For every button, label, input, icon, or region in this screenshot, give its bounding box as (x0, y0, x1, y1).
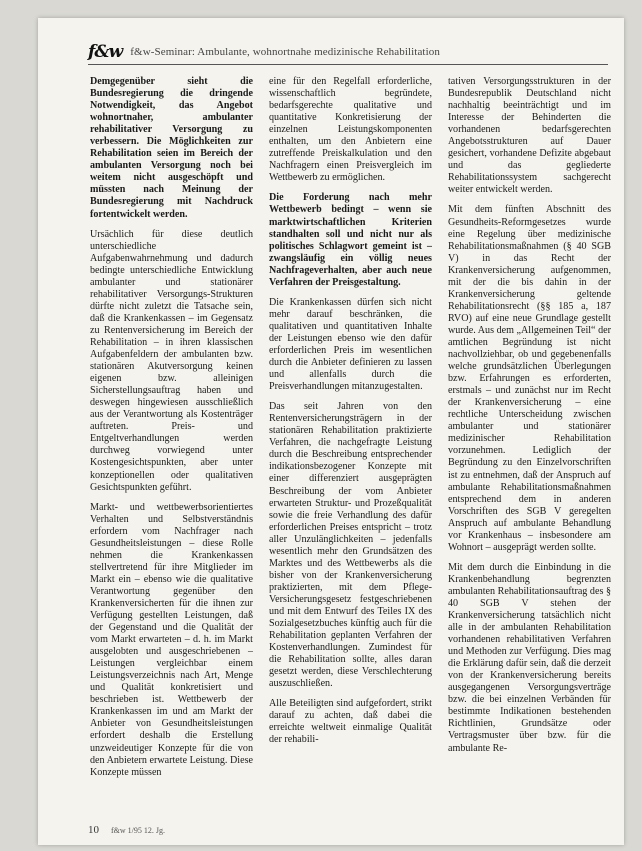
running-title: f&w-Seminar: Ambulante, wohnortnahe medizinische Rehabilitation (130, 46, 440, 58)
column-1 (90, 76, 253, 821)
paragraph: Ursächlich für diese deutlich unterschiedliche Aufgabenwahrnehmung und dadurch bedingte unterschiedliche Entwicklung ambulanter und stationärer rehabilitativer Versorgungs-Strukturen dürfte nicht zuletzt die Tatsache sein, daß die Krankenkassen – im Gegensatz zu Rentenversicherung im Bereich der Rehabilitation – in ihren klassischen Aufgabenfeldern der ambulanten bzw. stationären Akutversorgung keinen eigenen bzw. alleinigen Sicherstellungsauftrag haben und deswegen hingewiesen ausschließlich aus der Verantwortung als Kostenträger auftreten. Preis- und Entgeltverhandlungen werden durchweg vorwiegend unter Kostengesichtspunkten, aber unter konzeptionellen oder qualitativen Gesichtspunkten geführt. (90, 228, 253, 493)
paragraph: Demgegenüber sieht die Bundesregierung die dringende Notwendigkeit, das Angebot wohnortnaher, ambulanter rehabilitativer Versorgung zu verbessern. Die Möglichkeiten zur Rehabilitation seien im Bereich der ambulanten Versorgung noch bei weitem nicht ausgeschöpft und müssten nach Meinung der Bundesregierung mit Nachdruck fortentwickelt werden. (90, 76, 253, 220)
issue-info: f&w 1/95 12. Jg. (111, 826, 165, 835)
document-page (38, 18, 624, 845)
text-columns (90, 76, 612, 821)
page-footer (88, 824, 608, 838)
paragraph: Mit dem fünften Abschnitt des Gesundheits-Reformgesetzes wurde eine Regelung über medizinische Rehabilitationsmaßnahmen (§ 40 SGB V) in das Recht der Krankenversicherung aufgenommen, mit der die bis dahin in der Krankenversicherung geltende Rehabilitationsrecht (§§ 185 a, 187 RVO) auf eine neue Grundlage gestellt wurde. Aus dem „Allgemeinen Teil“ der amtlichen Begründung ist nicht nachvollziehbar, ob und gegebenenfalls welche grundsätzlichen Überlegungen bzw. Erfahrungen es erforderten, erstmals – und zunächst nur im Recht der Krankenversicherung – eine rechtliche Unterscheidung zwischen ambulanter und stationärer medizinischer Rehabilitation vorzunehmen. Lediglich der Begründung zu den Einzelvorschriften ist zu entnehmen, daß der Anspruch auf ambulante Rehabilitationsmaßnahmen entsprechend dem in anderen Vorschriften des SGB V geregelten Anspruch auf ambulante Behandlung vor Krankenhaus – insbesondere am Wohnort – ausgeprägt werden sollte. (448, 204, 611, 553)
paragraph: Mit dem durch die Einbindung in die Krankenbehandlung begrenzten ambulanten Rehabilitationsauftrag des § 40 SGB V stehen der Krankenversicherung tatsächlich nicht alle in der ambulanten Rehabilitation vorhandenen rehabilitativen Verfahren und Methoden zur Verfügung. Dies mag die Erklärung dafür sein, daß die derzeit von der Krankenversicherung bereits ausgegangenen Versorgungsverträge bzw. die bei einzelnen Verbänden für bestimmte Indikationen bestehenden Richtlinien, Grundsätze oder Vertragsmuster über bzw. für die ambulante Re- (448, 561, 611, 754)
journal-logo: f&w (88, 42, 123, 62)
paragraph: Das seit Jahren von den Rentenversicherungsträgern in der stationären Rehabilitation praktizierte Verfahren, die nachgefragte Leistung durch die Beschreibung entsprechender indikationsbezogener Konzepte mit einer differenziert ausgeprägten Beschreibung der vom Anbieter erwarteten Struktur- und Prozeßqualität sowie die freie Verhandlung des dafür erforderlichen Preises entspricht – trotz aller Unzulänglichkeiten – jedenfalls wesentlich mehr den Grundsätzen des Marktes und des Wettbewerbs als die bisher von der Krankenversicherung praktizierten, mit dem Pflege-Versicherungsgesetz festgeschriebenen und mit dem Entwurf des Teiles IX des Sozialgesetzbuches künftig auch für die Rehabilitation geplanten Verfahren der Kostenverhandlungen. Zumindest für die Rehabilitation sollte, alles daran gesetzt werden, diese Verschlechterung auszuschließen. (269, 401, 432, 690)
paragraph: Alle Beteiligten sind aufgefordert, strikt darauf zu achten, daß dabei die erreichte weltweit einmalige Qualität der rehabili- (269, 698, 432, 746)
paragraph: tativen Versorgungsstrukturen in der Bundesrepublik Deutschland nicht nachhaltig beeinträchtigt und im Interesse der Behinderten die vorhandenen bedarfsgerechten Angebotsstrukturen auf Dauer gesichert, vorhandene Defizite abgebaut und das gegliederte Rehabilitationssystem sachgerecht weiter entwickelt werden. (448, 76, 611, 196)
paragraph: Die Forderung nach mehr Wettbewerb bedingt – wenn sie marktwirtschaftlichen Kriterien standhalten soll und nicht nur als politisches Schlagwort gemeint ist – zwangsläufig ein völlig neues Nachfrageverhalten, aber auch neue Verfahren der Preisgestaltung. (269, 192, 432, 288)
column-3 (448, 76, 611, 821)
page-number: 10 (88, 824, 99, 836)
paragraph: Die Krankenkassen dürfen sich nicht mehr darauf beschränken, die qualitativen und quantitativen Inhalte der Leistungen ebenso wie den dafür erforderlichen Preis im wesentlichen durch die Anbieter definieren zu lassen und allenfalls durch die Preisverhandlungen mitanzugestalten. (269, 296, 432, 393)
running-header (88, 40, 608, 65)
paragraph: eine für den Regelfall erforderliche, wissenschaftlich begründete, bedarfsgerechte qualitative und quantitative Konkretisierung der einzelnen Leistungskomponenten enthalten, um den Anbietern eine zutreffende Preiskalkulation und den Nachfragern einen Preisvergleich im Wettbewerb zu ermöglichen. (269, 76, 432, 184)
column-2 (269, 76, 432, 821)
paragraph: Markt- und wettbewerbsorientiertes Verhalten und Selbstverständnis erfordern vom Nachfrager nach Gesundheitsleistungen – diese Rolle nehmen die Krankenkassen stellvertretend für ihre Mitglieder im Markt ein – ebenso wie die qualitative Verantwortung gegenüber den Krankenversicherten für die ihnen zur Verfügung gestellten Leistungen, daß der Gegenstand und die Qualität der vom Markt erwarteten – d. h. im Markt ausgelobten und ausgeschriebenen – Leistungen vergleichbar einem Leistungsverzeichnis nach Art, Menge und Qualität konkretisiert und beschrieben ist. Wettbewerb der Krankenkassen im und am Markt der Anbieter von Gesundheitsleistungen erfordert deshalb die Erstellung unzweideutiger Konzepte für die von den Anbietern erwartete Leistung. Diese Konzepte müssen (90, 501, 253, 778)
